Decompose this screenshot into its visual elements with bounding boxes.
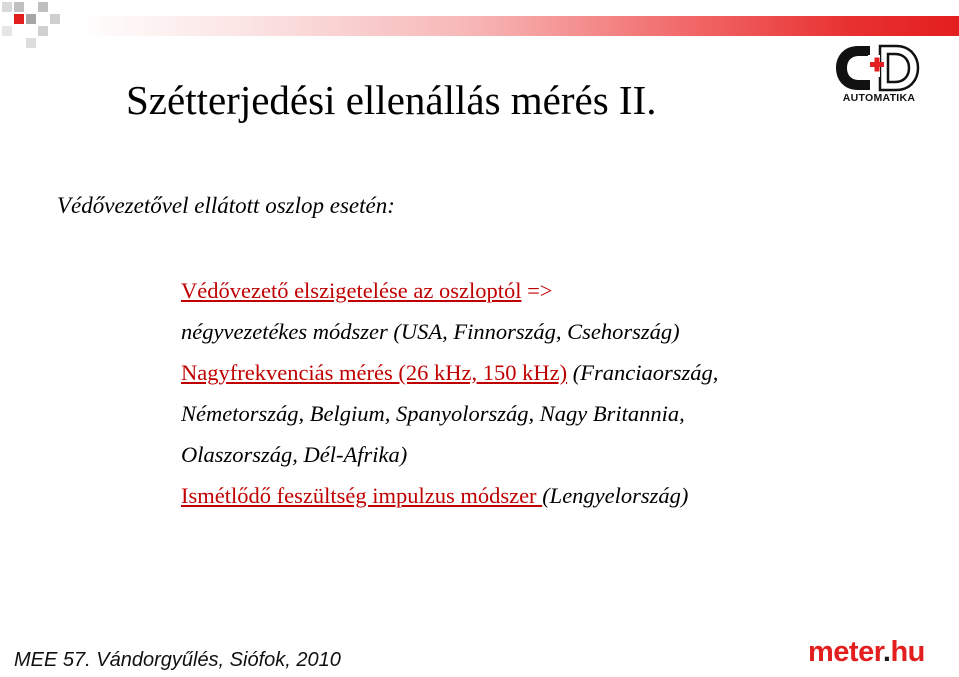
subtitle: Védővezetővel ellátott oszlop esetén: (57, 193, 395, 218)
method-line-4: Németország, Belgium, Spanyolország, Nagy Britannia, (181, 401, 685, 426)
brand-main: meter (808, 636, 883, 668)
decorative-squares-icon (0, 0, 80, 56)
method-line-5: Olaszország, Dél-Afrika) (181, 442, 408, 467)
arrow-text: => (521, 278, 553, 303)
link-impulse-method[interactable]: Ismétlődő feszültség impulzus módszer (181, 483, 543, 508)
countries-text-1: (Franciaország, (567, 360, 719, 385)
method-list (181, 270, 941, 516)
brand-tld: hu (890, 636, 925, 668)
meter-hu-logo-icon (808, 636, 925, 669)
method-line-2: négyvezetékes módszer (USA, Finnország, Csehország) (181, 319, 680, 344)
brand-dot: . (882, 636, 891, 668)
logo-label: AUTOMATIKA (842, 92, 916, 104)
method-line-3 (181, 352, 941, 393)
method-line-6 (181, 475, 941, 516)
link-insulation[interactable]: Védővezető elszigetelése az oszloptól (181, 278, 522, 303)
method-line-1 (181, 270, 941, 311)
top-gradient-bar (74, 16, 959, 36)
page-title: Szétterjedési ellenállás mérés II. (126, 77, 657, 123)
link-high-frequency[interactable]: Nagyfrekvenciás mérés (26 kHz, 150 kHz) (181, 360, 568, 385)
footer-event: MEE 57. Vándorgyűlés, Siófok, 2010 (14, 649, 341, 671)
countries-text-2: (Lengyelország) (542, 483, 689, 508)
